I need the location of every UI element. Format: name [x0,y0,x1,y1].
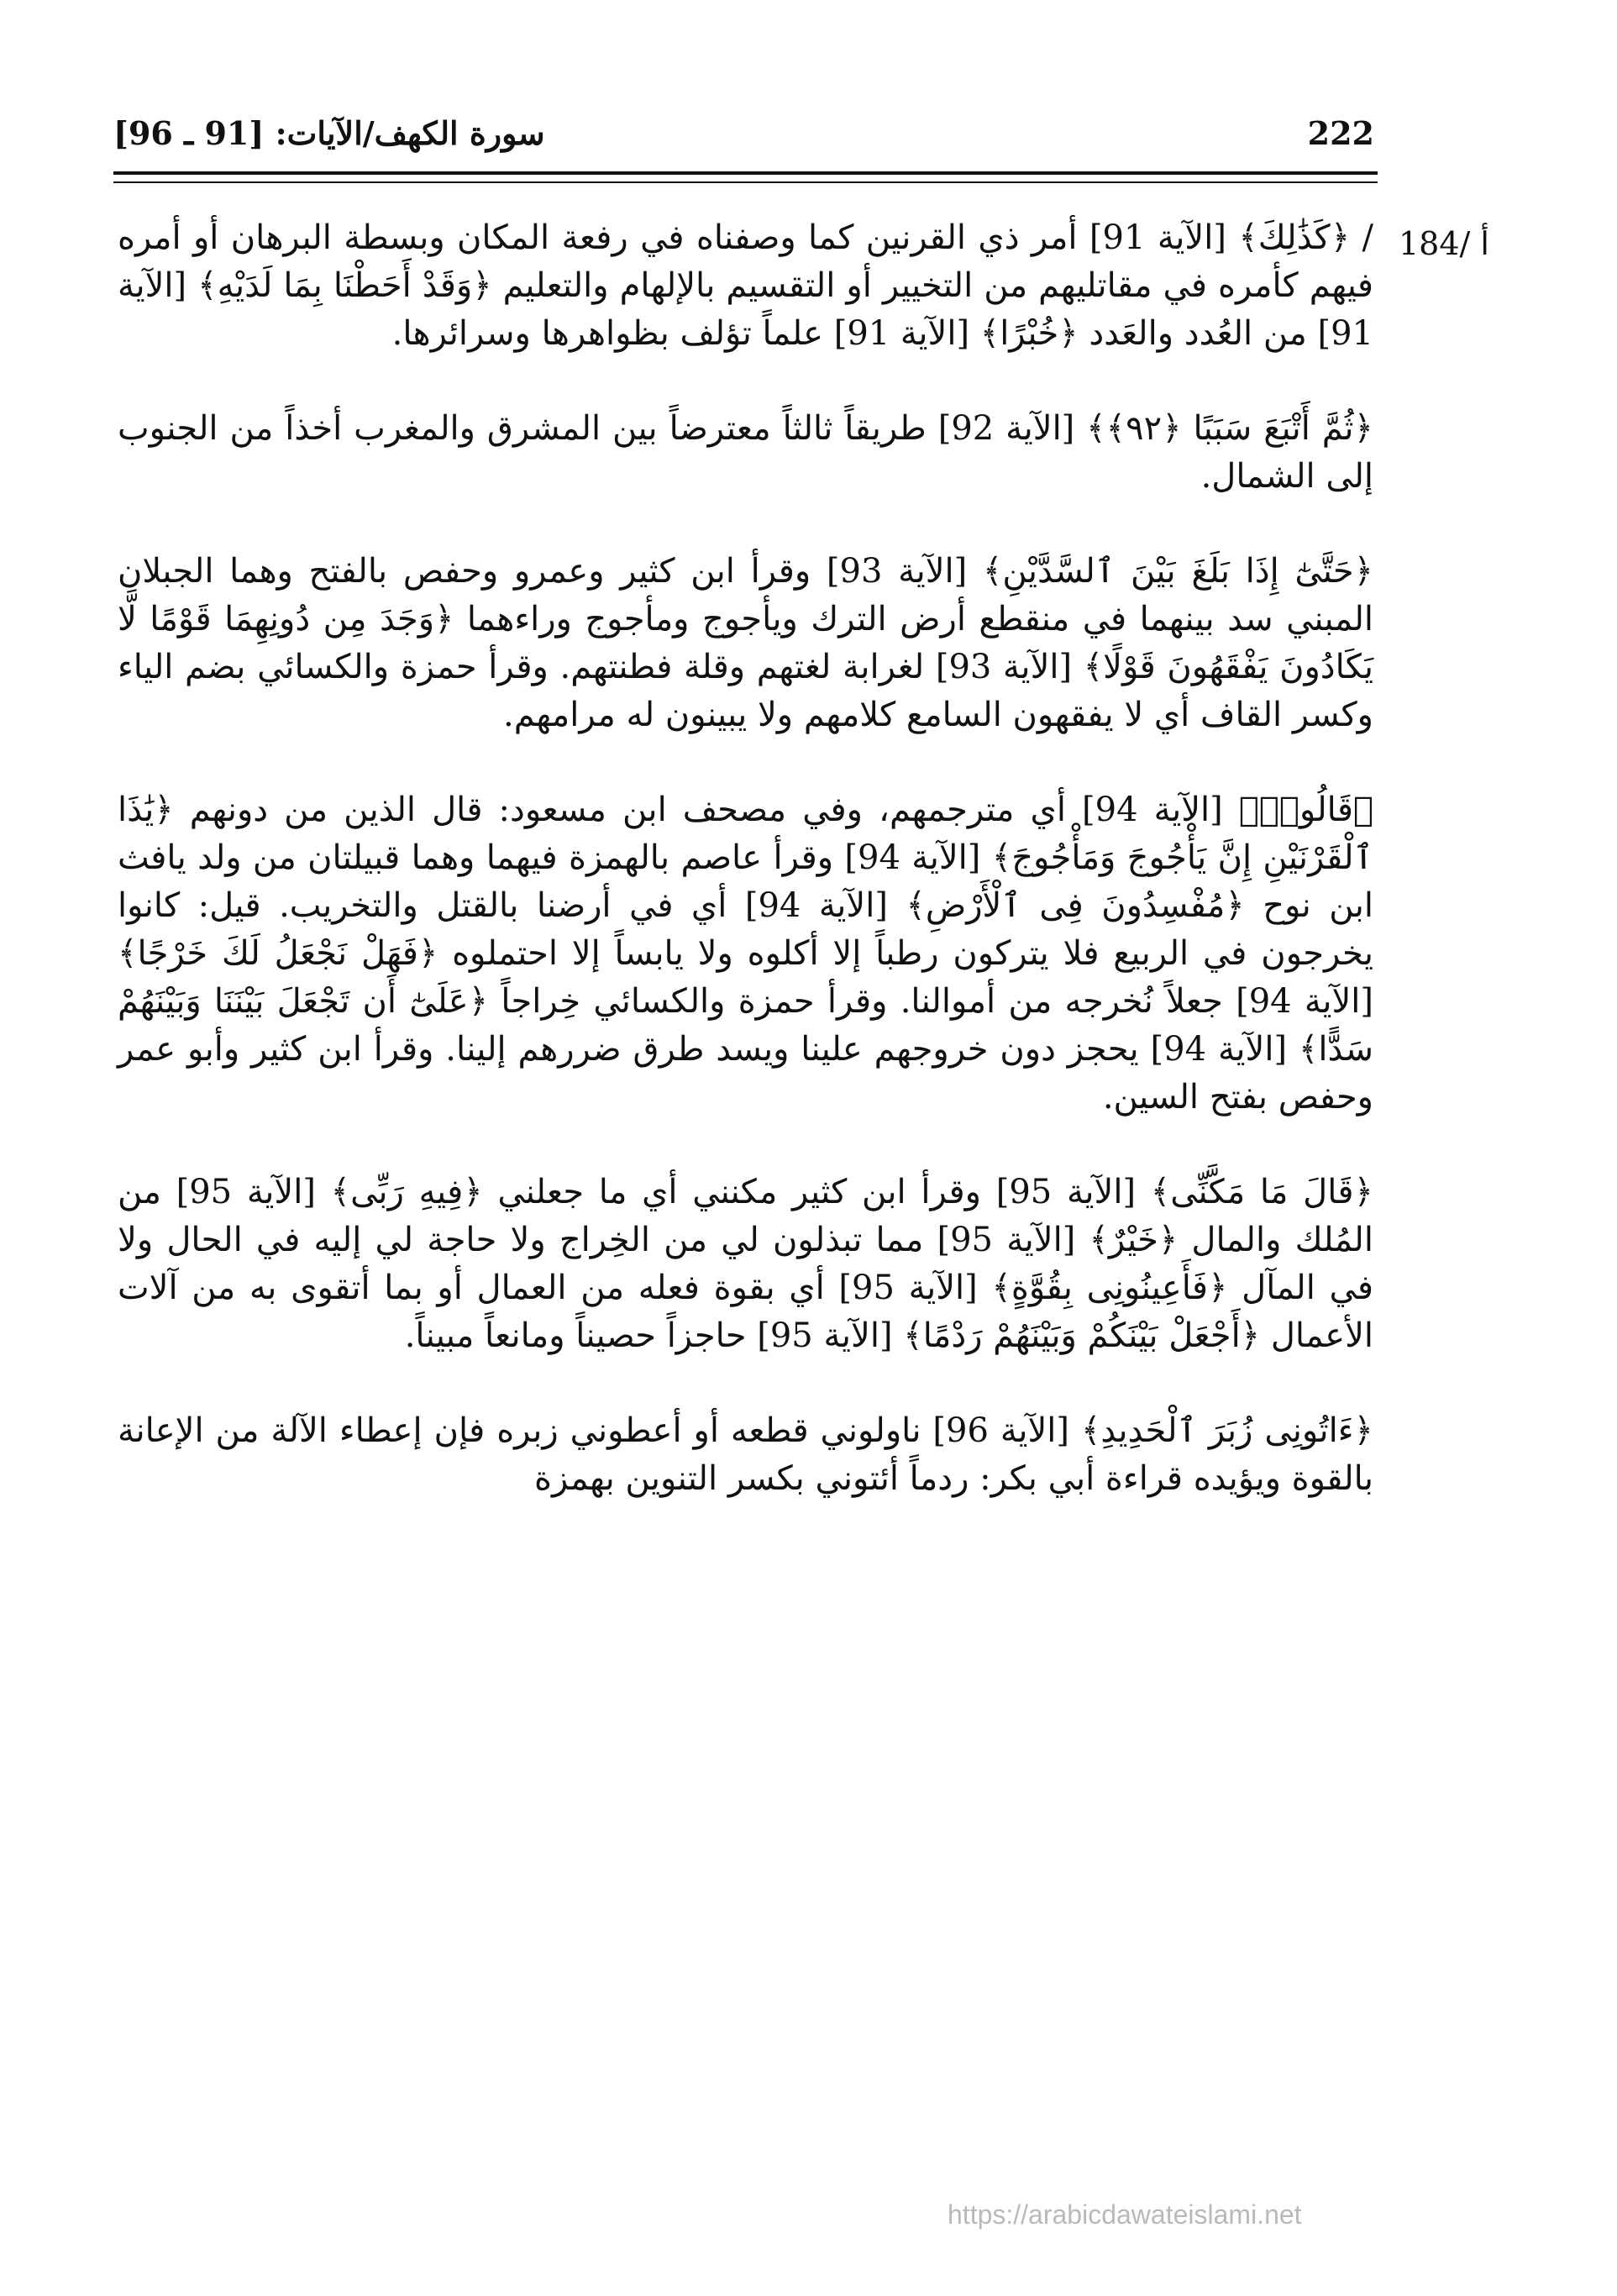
paragraph-verse-92: ﴿ثُمَّ أَتْبَعَ سَبَبًا ﴿٩٢﴾﴾ [الآية 92] طريقاً ثالثاً معترضاً بين المشرق والمغرب أخذاً من الجنوب إلى الشمال. [118,409,1373,496]
manuscript-folio-note: 184/ أ [1399,225,1489,262]
body-text [118,214,1373,1503]
header-rule-thick [113,171,1378,175]
paragraph-verse-96: ﴿ءَاتُونِى زُبَرَ ٱلْحَدِيدِ﴾ [الآية 96] ناولوني قطعه أو أعطوني زبره فإن إعطاء الآلة من الإعانة بالقوة ويؤيده قراءة أبي بكر: ردماً أئتوني بكسر التنوين بهمزة [118,1411,1373,1498]
paragraph-verse-94: ﴿قَالُوا۟﴾ [الآية 94] أي مترجمهم، وفي مصحف ابن مسعود: قال الذين من دونهم ﴿يَٰذَا ٱلْقَرْنَيْنِ إِنَّ يَأْجُوجَ وَمَأْجُوجَ﴾ [الآية 94] وقرأ عاصم بالهمزة فيهما وهما قبيلتان من ولد يافث ابن نوح ﴿مُفْسِدُونَ فِى ٱلْأَرْضِ﴾ [الآية 94] أي في أرضنا بالقتل والتخريب. قيل: كانوا يخرجون في الربيع فلا يتركون رطباً إلا أكلوه ولا يابساً إلا احتملوه ﴿فَهَلْ نَجْعَلُ لَكَ خَرْجًا﴾ [الآية 94] جعلاً نُخرجه من أموالنا. وقرأ حمزة والكسائي خِراجاً ﴿عَلَىٰٓ أَن تَجْعَلَ بَيْنَنَا وَبَيْنَهُمْ سَدًّا﴾ [الآية 94] يحجز دون خروجهم علينا ويسد طرق ضررهم إلينا. وقرأ ابن كثير وأبو عمر وحفص بفتح السين. [118,791,1374,1116]
header-rule-thin [113,181,1378,183]
running-title: سورة الكهف/الآيات: [91 ـ 96] [113,114,545,152]
paragraph-verse-91: / ﴿كَذَٰلِكَ﴾ [الآية 91] أمر ذي القرنين كما وصفناه في رفعة المكان وبسطة البرهان أو أمره فيهم كأمره في مقاتليهم من التخيير أو التقسيم بالإلهام والتعليم ﴿وَقَدْ أَحَطْنَا بِمَا لَدَيْهِ﴾ [الآية 91] من العُدد والعَدد ﴿خُبْرًا﴾ [الآية 91] علماً تؤلف بظواهرها وسرائرها. [118,218,1373,353]
paragraph-verse-95: ﴿قَالَ مَا مَكَّنِّى﴾ [الآية 95] وقرأ ابن كثير مكنني أي ما جعلني ﴿فِيهِ رَبِّى﴾ [الآية 95] من المُلك والمال ﴿خَيْرٌ﴾ [الآية 95] مما تبذلون لي من الخِراج ولا حاجة لي إليه في الحال ولا في المآل ﴿فَأَعِينُونِى بِقُوَّةٍ﴾ [الآية 95] أي بقوة فعله من العمال أو بما أتقوى به من آلات الأعمال ﴿أَجْعَلْ بَيْنَكُمْ وَبَيْنَهُمْ رَدْمًا﴾ [الآية 95] حاجزاً حصيناً ومانعاً مبيناً. [118,1173,1373,1355]
paragraph-verse-93: ﴿حَتَّىٰٓ إِذَا بَلَغَ بَيْنَ ٱلسَّدَّيْنِ﴾ [الآية 93] وقرأ ابن كثير وعمرو وحفص بالفتح وهما الجبلان المبني سد بينهما في منقطع أرض الترك ويأجوج ومأجوج وراءهما ﴿وَجَدَ مِن دُونِهِمَا قَوْمًا لَّا يَكَادُونَ يَفْقَهُونَ قَوْلًا﴾ [الآية 93] لغرابة لغتهم وقلة فطنتهم. وقرأ حمزة والكسائي بضم الياء وكسر القاف أي لا يفقهون السامع كلامهم ولا يبينون له مرامهم. [118,552,1374,734]
watermark-url: https://arabicdawateislami.net [948,2199,1302,2230]
page-number: 222 [1307,114,1374,152]
page-header [113,108,1378,166]
